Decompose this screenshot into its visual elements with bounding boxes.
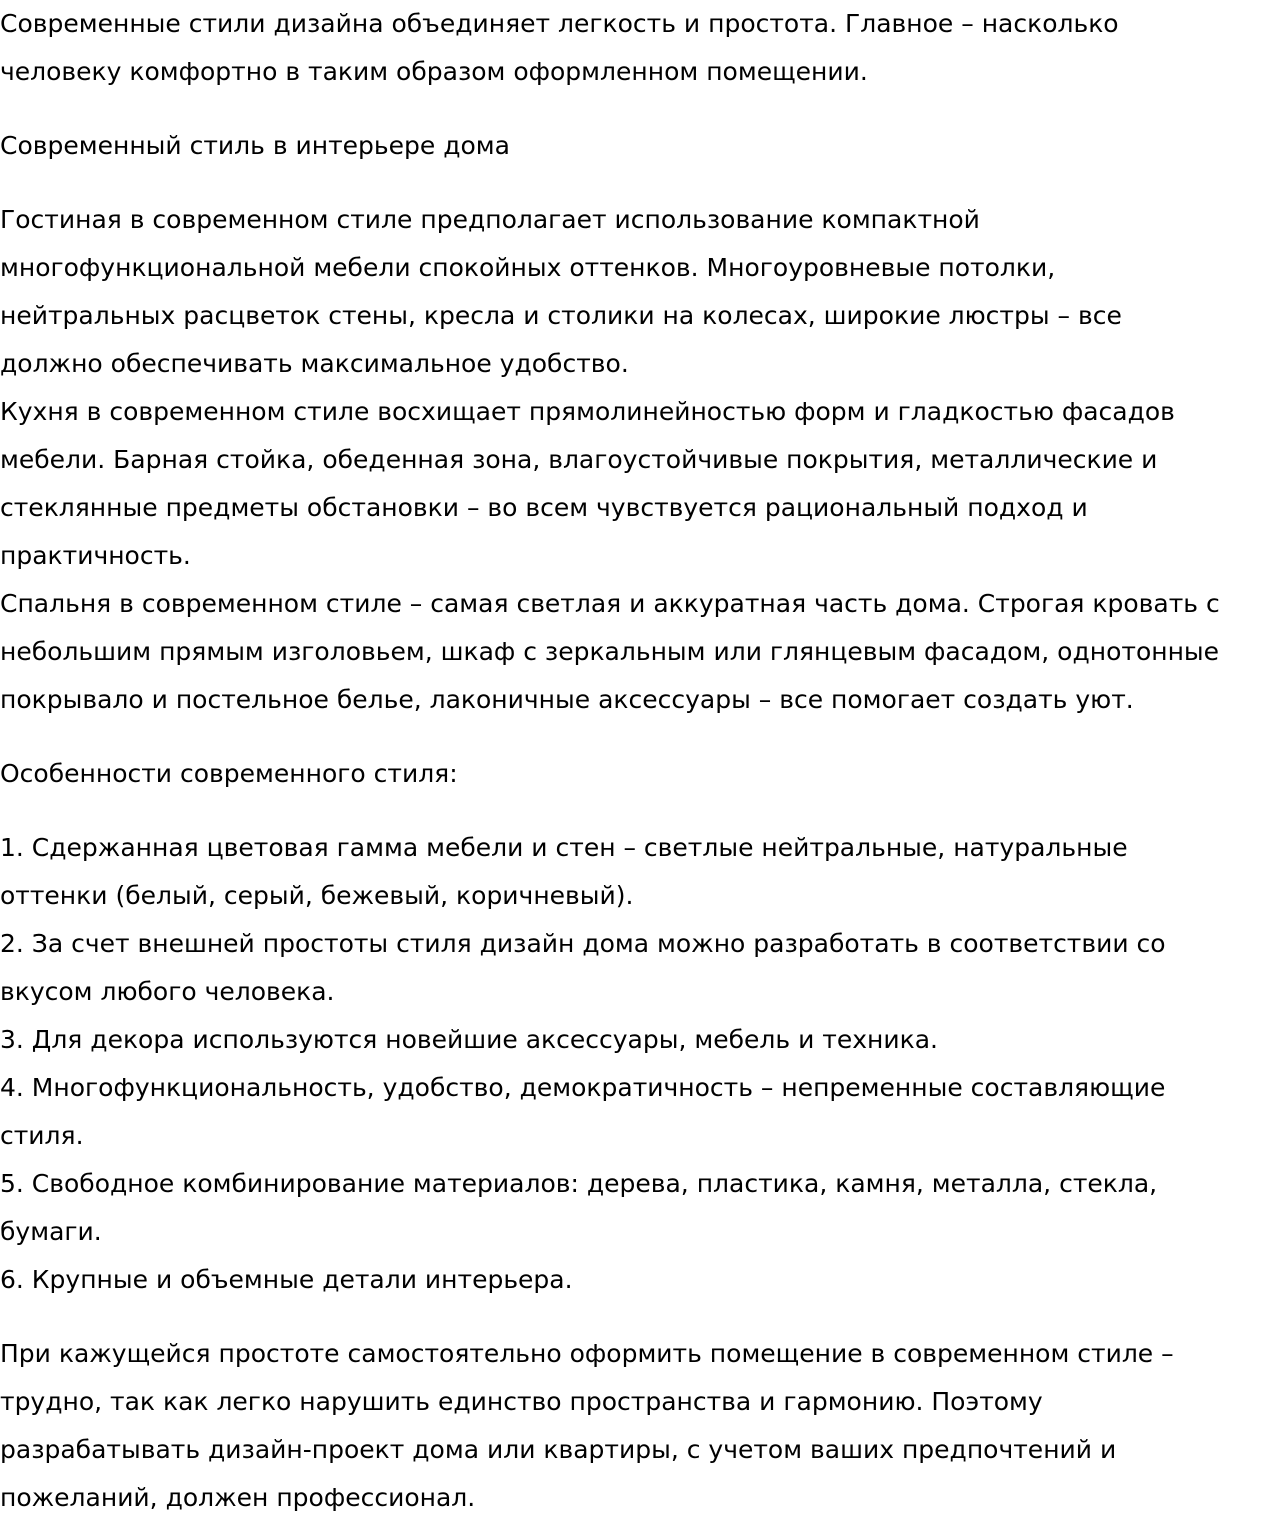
living-room-line-1: Гостиная в современном стиле предполагает использование компактной — [0, 205, 980, 234]
intro-line-2: человеку комфортно в таким образом оформленном помещении. — [0, 57, 868, 86]
intro-line-1: Современные стили дизайна объединяет легкость и простота. Главное – насколько — [0, 9, 1119, 38]
features-line-5: 3. Для декора используются новейшие аксессуары, мебель и техника. — [0, 1025, 938, 1054]
kitchen-line-4: практичность. — [0, 541, 191, 570]
living-room-line-4: должно обеспечивать максимальное удобство. — [0, 349, 629, 378]
living-room-line-2: многофункциональной мебели спокойных оттенков. Многоуровневые потолки, — [0, 253, 1056, 282]
features-line-10: 6. Крупные и объемные детали интерьера. — [0, 1265, 573, 1294]
features-line-4: вкусом любого человека. — [0, 977, 335, 1006]
kitchen-line-1: Кухня в современном стиле восхищает прямолинейностью форм и гладкостью фасадов — [0, 397, 1175, 426]
living-room-line-3: нейтральных расцветок стены, кресла и столики на колесах, широкие люстры – все — [0, 301, 1122, 330]
features-line-6: 4. Многофункциональность, удобство, демократичность – непременные составляющие — [0, 1073, 1166, 1102]
section-heading: Современный стиль в интерьере дома — [0, 131, 510, 160]
conclusion-line-2: трудно, так как легко нарушить единство пространства и гармонию. Поэтому — [0, 1387, 1043, 1416]
features-line-1: 1. Сдержанная цветовая гамма мебели и стен – светлые нейтральные, натуральные — [0, 833, 1128, 862]
kitchen-line-2: мебели. Барная стойка, обеденная зона, влагоустойчивые покрытия, металлические и — [0, 445, 1158, 474]
features-line-7: стиля. — [0, 1121, 84, 1150]
bedroom-line-3: покрывало и постельное белье, лаконичные аксессуары – все помогает создать уют. — [0, 685, 1134, 714]
conclusion-line-1: При кажущейся простоте самостоятельно оформить помещение в современном стиле – — [0, 1339, 1174, 1368]
conclusion-line-4: пожеланий, должен профессионал. — [0, 1483, 476, 1512]
features-heading: Особенности современного стиля: — [0, 759, 458, 788]
features-line-3: 2. За счет внешней простоты стиля дизайн дома можно разработать в соответствии со — [0, 929, 1166, 958]
bedroom-line-2: небольшим прямым изголовьем, шкаф с зеркальным или глянцевым фасадом, однотонные — [0, 637, 1220, 666]
conclusion-line-3: разрабатывать дизайн-проект дома или квартиры, с учетом ваших предпочтений и — [0, 1435, 1117, 1464]
features-line-9: бумаги. — [0, 1217, 102, 1246]
features-line-8: 5. Свободное комбинирование материалов: дерева, пластика, камня, металла, стекла, — [0, 1169, 1158, 1198]
kitchen-line-3: стеклянные предметы обстановки – во всем чувствуется рациональный подход и — [0, 493, 1088, 522]
bedroom-line-1: Спальня в современном стиле – самая светлая и аккуратная часть дома. Строгая кровать с — [0, 589, 1220, 618]
features-line-2: оттенки (белый, серый, бежевый, коричневый). — [0, 881, 634, 910]
